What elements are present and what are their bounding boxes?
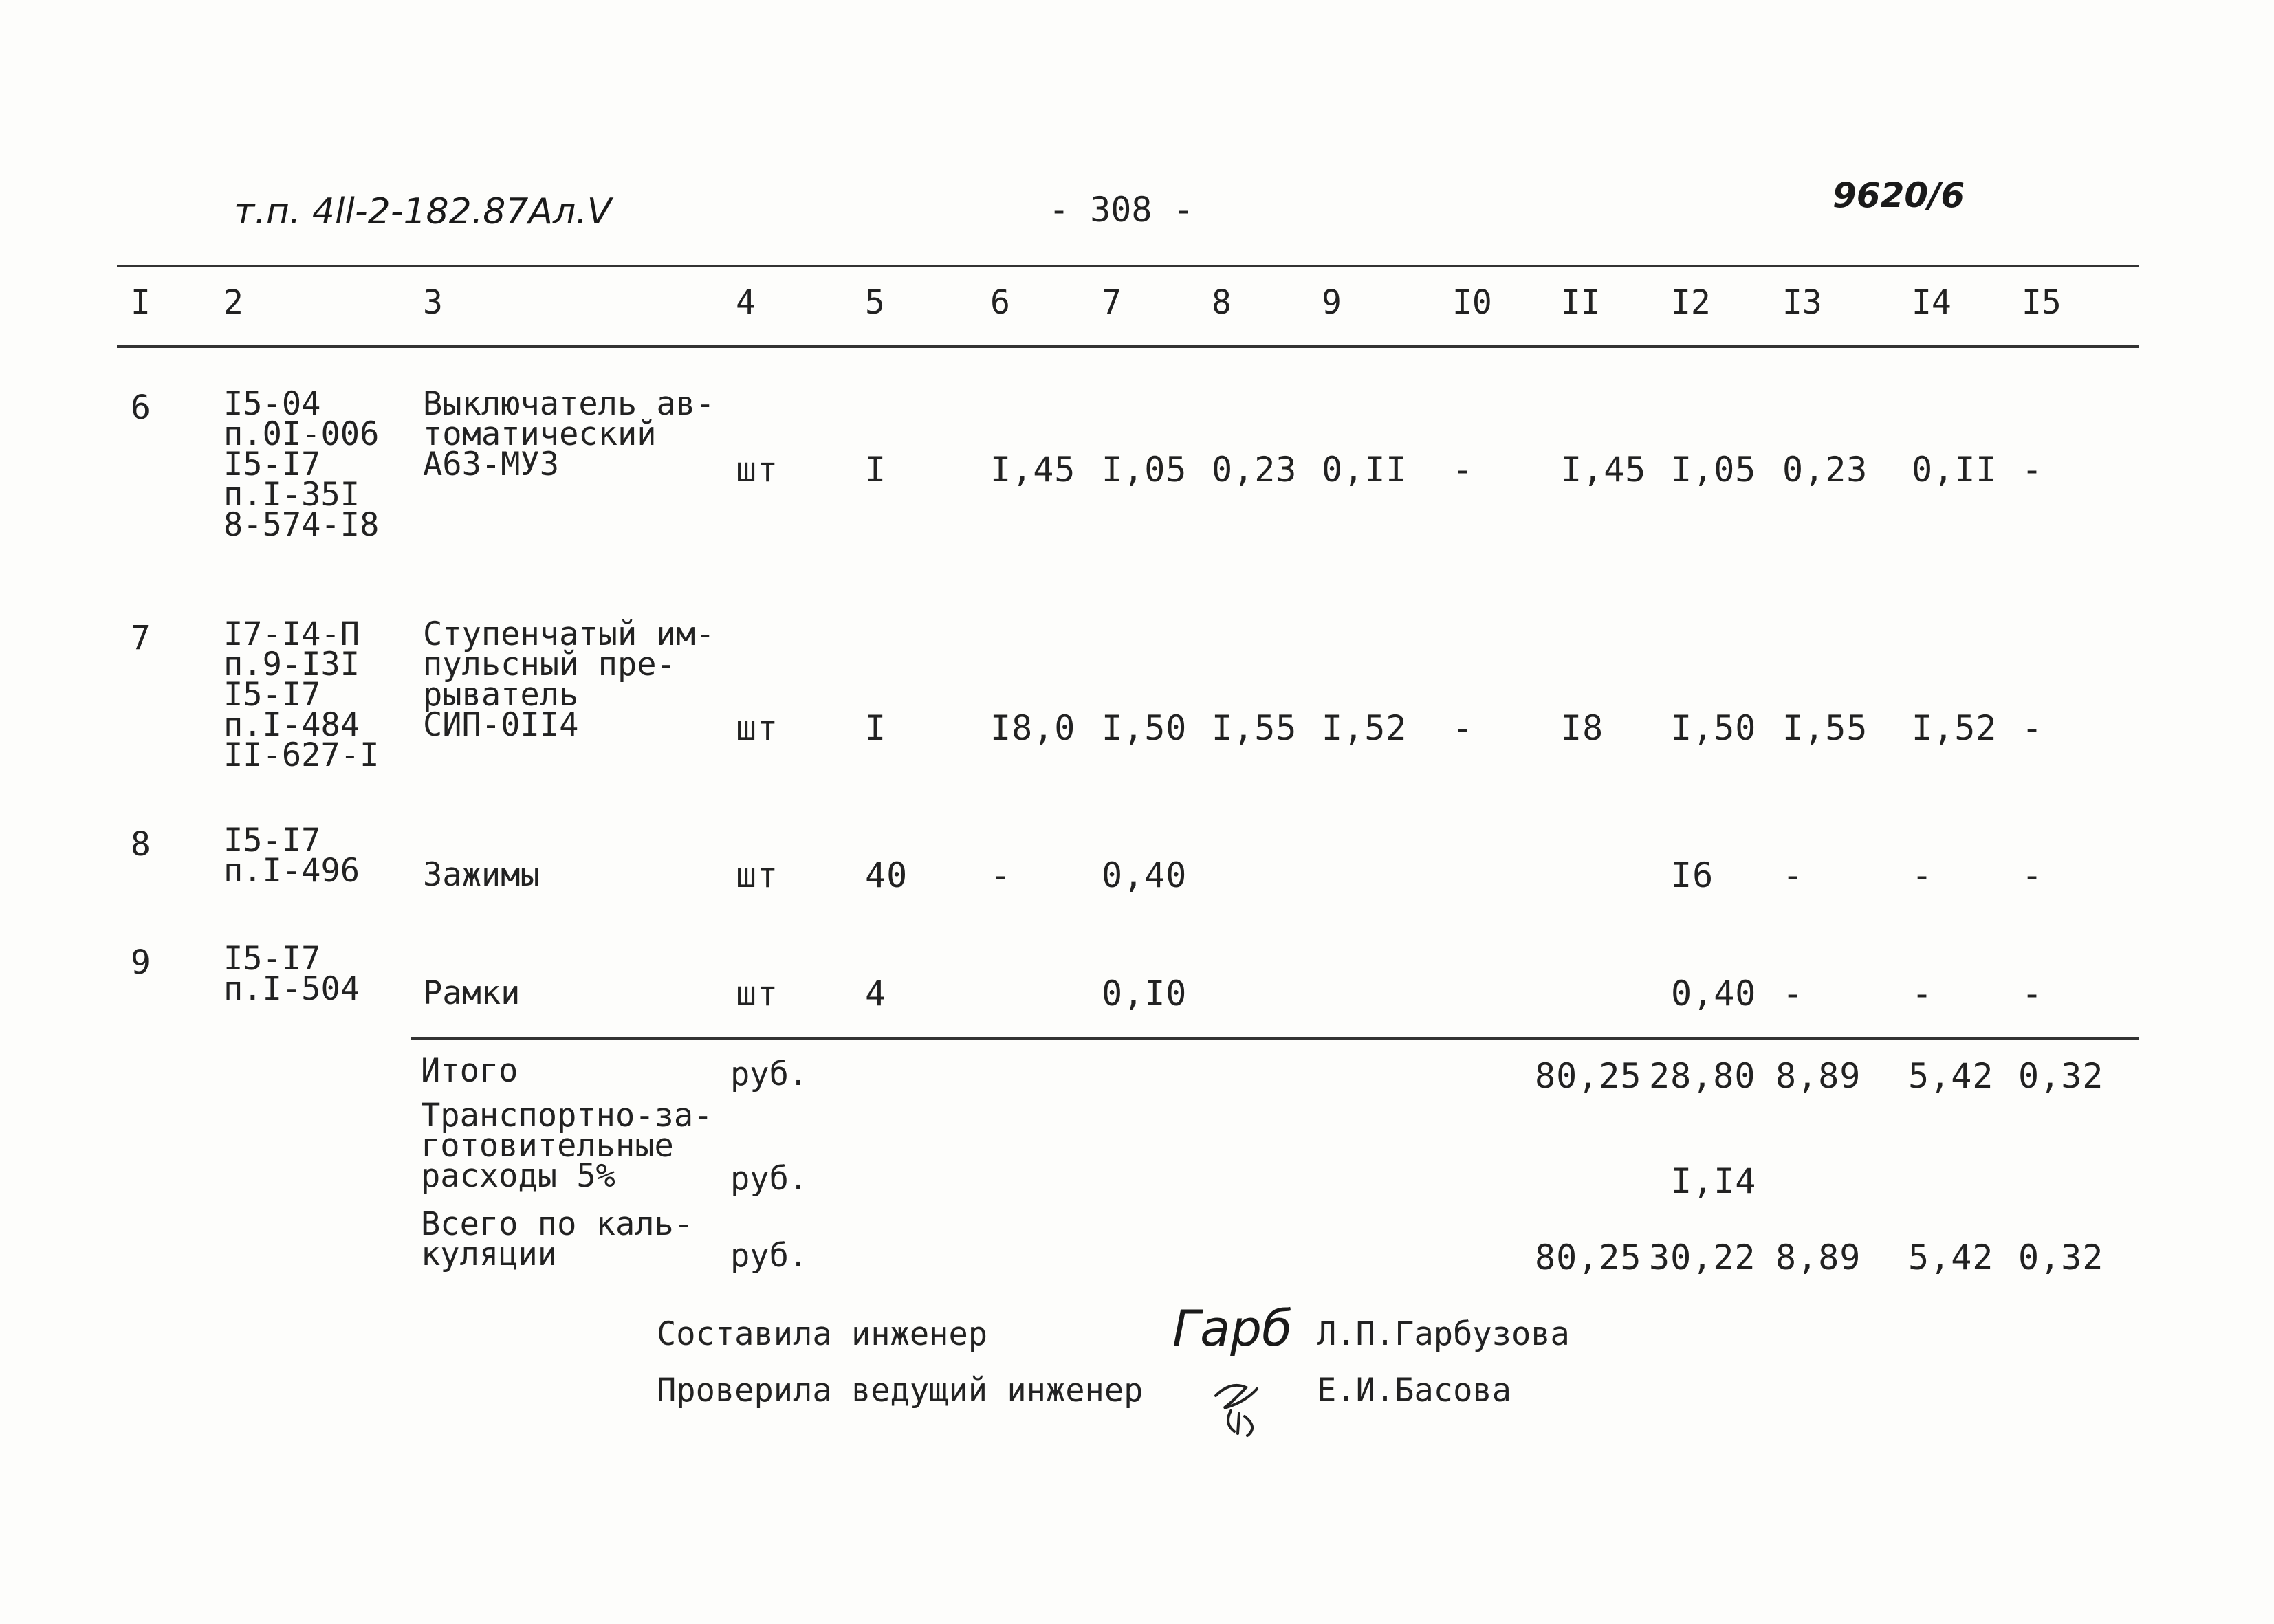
checked-by-label: Проверила ведущий инженер [657,1372,1144,1409]
cell-c15: - [2022,855,2044,895]
vsego-c14: 5,42 [1908,1238,1994,1277]
composed-by-signature: Гарб [1172,1299,1293,1357]
cell-c12: 0,40 [1671,974,1757,1013]
norm-code: п.9-I3I [223,646,360,683]
cell-c13: - [1782,855,1804,895]
cell-c11: I,45 [1561,450,1647,490]
cell-c6: I,45 [990,450,1076,490]
cell-unit: шт [736,708,779,748]
column-header: 7 [1102,283,1122,322]
item-name: Рамки [423,974,521,1012]
item-name: рыватель [423,676,579,714]
cell-qty: I [865,708,887,748]
cell-c9: 0,II [1322,450,1408,490]
column-header: I0 [1452,283,1492,322]
column-header: 8 [1212,283,1232,322]
vsego-unit: руб. [730,1237,809,1275]
norm-code: I5-04 [223,385,321,423]
vsego-label: Всего по каль- [421,1205,694,1243]
vsego-label: куляции [421,1236,558,1273]
vsego-c13: 8,89 [1775,1238,1861,1277]
cell-c12: I,50 [1671,708,1757,748]
cell-qty: 4 [865,974,887,1013]
item-name: Выключатель ав- [423,385,715,423]
itogo-c14: 5,42 [1908,1056,1994,1096]
column-header: I3 [1782,283,1822,322]
norm-code: I5-I7 [223,822,321,859]
cell-c13: 0,23 [1782,450,1868,490]
row-number: 7 [131,619,151,657]
transport-label: готовительные [421,1127,674,1165]
column-header: I [131,283,151,322]
itogo-c15: 0,32 [2018,1056,2104,1096]
vsego-c15: 0,32 [2018,1238,2104,1277]
cell-c15: - [2022,708,2044,748]
item-name: томатический [423,415,657,453]
cell-c8: 0,23 [1212,450,1298,490]
column-header: 6 [990,283,1010,322]
norm-code: п.I-35I [223,476,360,514]
norm-code: п.0I-006 [223,415,380,453]
norm-code: II-627-I [223,736,380,774]
row-number: 6 [131,388,151,427]
cell-c14: I,52 [1912,708,1998,748]
archive-number: 9620/6 [1833,175,1965,215]
cell-c6: - [990,855,1012,895]
cell-c13: I,55 [1782,708,1868,748]
item-name: пульсный пре- [423,646,676,683]
cell-c7: I,05 [1102,450,1188,490]
vsego-c11: 80,25 [1535,1238,1642,1277]
norm-code: I5-I7 [223,676,321,714]
itogo-unit: руб. [730,1055,809,1093]
page-number: - 308 - [1049,190,1194,230]
cell-c12: I6 [1671,855,1714,895]
cell-c15: - [2022,450,2044,490]
cell-c9: I,52 [1322,708,1408,748]
checked-by-signature [1203,1368,1272,1444]
norm-code: I7-I4-П [223,615,360,653]
cell-c14: 0,II [1912,450,1998,490]
cell-c6: I8,0 [990,708,1076,748]
cell-c14: - [1912,974,1934,1013]
item-name: Зажимы [423,856,540,894]
composed-by-label: Составила инженер [657,1315,988,1353]
cell-c7: 0,40 [1102,855,1188,895]
row-number: 8 [131,825,151,864]
vsego-c12: 30,22 [1649,1238,1756,1277]
column-header: 4 [736,283,756,322]
cell-c10: - [1452,708,1474,748]
norm-code: п.I-484 [223,706,360,744]
item-name: Ступенчатый им- [423,615,715,653]
column-header: 5 [865,283,885,322]
transport-unit: руб. [730,1160,809,1198]
cell-c12: I,05 [1671,450,1757,490]
cell-c10: - [1452,450,1474,490]
column-header: I2 [1671,283,1711,322]
itogo-c11: 80,25 [1535,1056,1642,1096]
composed-by-name: Л.П.Гарбузова [1317,1315,1570,1353]
cell-c15: - [2022,974,2044,1013]
cell-c14: - [1912,855,1934,895]
totals-rule [411,1037,2139,1040]
column-header: I4 [1912,283,1952,322]
checked-by-name: Е.И.Басова [1317,1372,1511,1409]
table-header-rule [117,345,2139,348]
item-name: СИП-0II4 [423,706,579,744]
item-name: А63-МУЗ [423,446,560,483]
norm-code: I5-I7 [223,940,321,978]
norm-code: п.I-504 [223,970,360,1008]
cell-unit: шт [736,855,779,895]
table-top-rule [117,265,2139,267]
column-header: I5 [2022,283,2062,322]
document-code: т.п. 4ll-2-182.87Ал.V [234,191,612,232]
itogo-label: Итого [421,1052,518,1090]
itogo-c12: 28,80 [1649,1056,1756,1096]
cell-qty: 40 [865,855,908,895]
column-header: 9 [1322,283,1342,322]
itogo-c13: 8,89 [1775,1056,1861,1096]
cell-c7: 0,I0 [1102,974,1188,1013]
column-header: 3 [423,283,443,322]
transport-label: расходы 5% [421,1157,615,1195]
column-header: II [1561,283,1601,322]
norm-code: п.I-496 [223,852,360,890]
cell-c7: I,50 [1102,708,1188,748]
cell-c11: I8 [1561,708,1604,748]
column-header: 2 [223,283,243,322]
cell-c8: I,55 [1212,708,1298,748]
cell-unit: шт [736,974,779,1013]
norm-code: 8-574-I8 [223,506,380,544]
cell-qty: I [865,450,887,490]
norm-code: I5-I7 [223,446,321,483]
cell-c13: - [1782,974,1804,1013]
transport-label: Транспортно-за- [421,1097,713,1134]
transport-c12: I,I4 [1671,1161,1757,1201]
row-number: 9 [131,943,151,982]
cell-unit: шт [736,450,779,490]
